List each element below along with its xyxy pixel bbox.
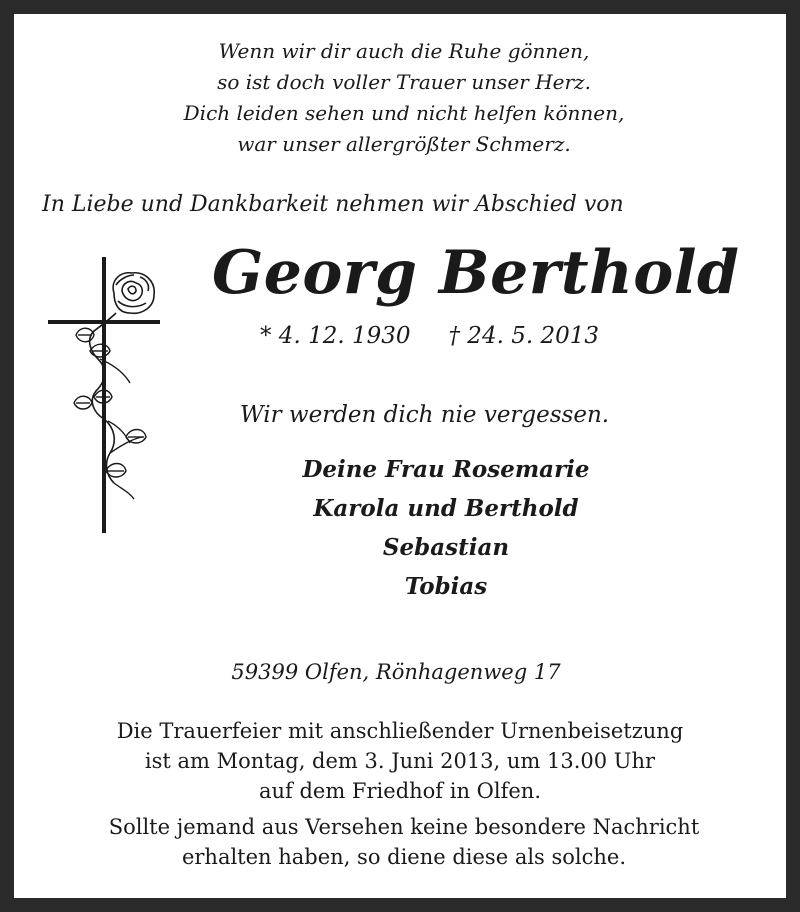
- service-line: auf dem Friedhof in Olfen.: [258, 779, 541, 803]
- motto: Wir werden dich nie vergessen.: [240, 402, 610, 428]
- life-dates: [260, 323, 599, 349]
- family-address: 59399 Olfen, Rönhagenweg 17: [231, 660, 561, 684]
- family-member: Deine Frau Rosemarie: [302, 456, 590, 483]
- notice-line: Sollte jemand aus Versehen keine besondere Nachricht: [108, 815, 700, 839]
- service-line: Die Trauerfeier mit anschließender Urnenbeisetzung: [116, 719, 684, 743]
- death-date: † 24. 5. 2013: [448, 323, 599, 349]
- family-member: Tobias: [404, 573, 488, 600]
- poem-line: Wenn wir dir auch die Ruhe gönnen,: [218, 39, 590, 63]
- family-member: Karola und Berthold: [313, 495, 579, 522]
- poem-verse: [4, 36, 800, 160]
- poem-line: Dich leiden sehen und nicht helfen können,: [183, 101, 625, 125]
- family-list: [46, 450, 800, 606]
- intro-line: In Liebe und Dankbarkeit nehmen wir Abschied von: [42, 192, 624, 217]
- funeral-service-info: [0, 716, 800, 806]
- notice-line: erhalten haben, so diene diese als solche.: [181, 845, 627, 869]
- poem-line: so ist doch voller Trauer unser Herz.: [217, 70, 591, 94]
- notification-notice: [4, 812, 800, 872]
- poem-line: war unser allergrößter Schmerz.: [237, 132, 571, 156]
- family-member: Sebastian: [382, 534, 510, 561]
- birth-date: * 4. 12. 1930: [260, 323, 411, 349]
- service-line: ist am Montag, dem 3. Juni 2013, um 13.00 Uhr: [144, 749, 656, 773]
- deceased-name: Georg Berthold: [212, 238, 740, 308]
